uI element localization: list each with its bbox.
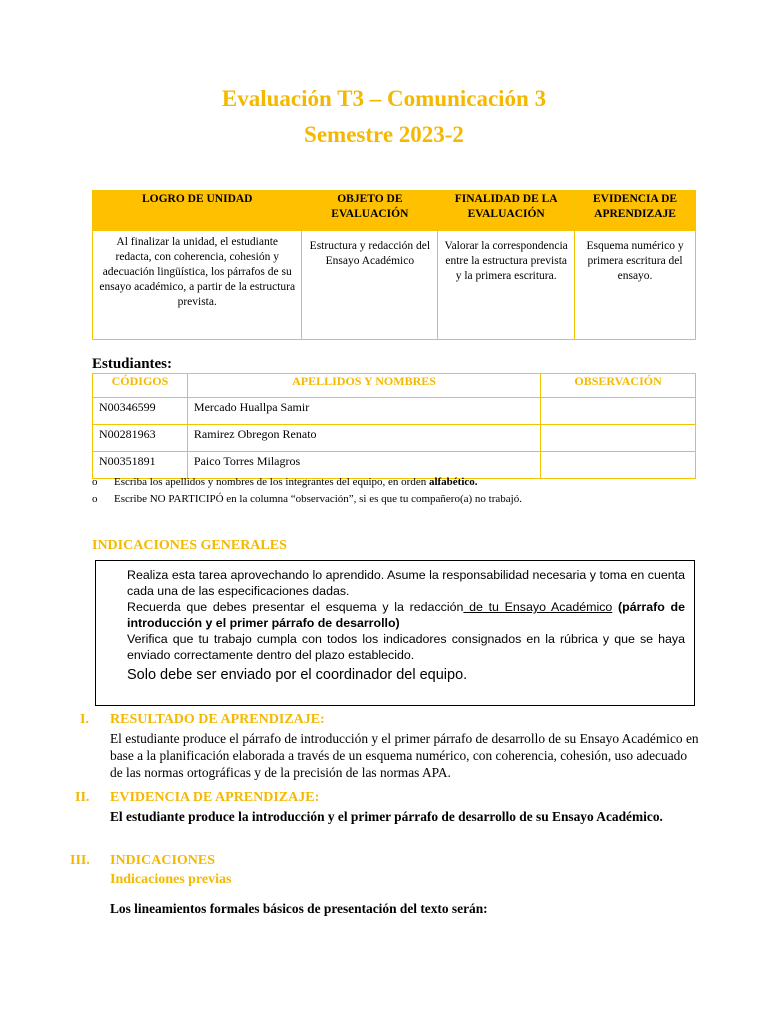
logro-header-cell: LOGRO DE UNIDAD bbox=[93, 191, 302, 231]
section-numeral: II. bbox=[75, 790, 90, 805]
section-title: EVIDENCIA DE APRENDIZAJE: bbox=[110, 790, 320, 805]
note-bold: alfabético. bbox=[428, 476, 478, 488]
logro-table bbox=[92, 190, 696, 340]
coordinator-note: Solo debe ser enviado por el coordinador del equipo. bbox=[127, 667, 468, 683]
general-instructions-heading: INDICACIONES GENERALES bbox=[92, 538, 287, 553]
logro-cell: Esquema numérico y primera escritura del ensayo. bbox=[575, 231, 696, 340]
students-header-cell: OBSERVACIÓN bbox=[541, 374, 696, 398]
instruction-text: Recuerda que debes presentar el esquema y la redacción bbox=[127, 600, 464, 614]
note-text: Escribe NO PARTICIPÓ en la columna “observación”, si es que tu compañero(a) no trabajó. bbox=[114, 493, 522, 505]
table-row bbox=[93, 452, 696, 479]
document-title: Evaluación T3 – Comunicación 3 bbox=[221, 86, 547, 111]
students-header-row bbox=[93, 374, 696, 398]
instruction-paragraph bbox=[127, 599, 685, 631]
students-header-cell: APELLIDOS Y NOMBRES bbox=[187, 374, 540, 398]
section-numeral: III. bbox=[70, 853, 90, 868]
logro-cell: Valorar la correspondencia entre la estructura prevista y la primera escritura. bbox=[438, 231, 575, 340]
table-row bbox=[93, 425, 696, 452]
section-body: El estudiante produce la introducción y el primer párrafo de desarrollo de su Ensayo Académico. bbox=[110, 809, 663, 824]
logro-cell: Estructura y redacción del Ensayo Académico bbox=[302, 231, 438, 340]
section-subtitle: Indicaciones previas bbox=[110, 872, 232, 887]
student-name: Paico Torres Milagros bbox=[187, 452, 540, 479]
logro-body-row bbox=[93, 231, 696, 340]
student-observation[interactable] bbox=[541, 425, 696, 452]
student-name: Ramirez Obregon Renato bbox=[187, 425, 540, 452]
section-body: El estudiante produce el párrafo de introducción y el primer párrafo de desarrollo de su Ensayo Académico en base a la planificación elaborada a través de un esquema numérico, con coherencia, cohesión, uso adecuado de las normas ortográficas y de la precisión de las normas APA. bbox=[110, 731, 699, 780]
instruction-bold: (párrafo de introducción y el primer párrafo de desarrollo) bbox=[127, 600, 685, 630]
logro-header-cell: FINALIDAD DE LA EVALUACIÓN bbox=[438, 191, 575, 231]
instruction-note bbox=[92, 493, 522, 505]
instruction-underlined: de tu Ensayo Académico bbox=[463, 600, 613, 614]
student-code: N00346599 bbox=[93, 398, 188, 425]
section-title: RESULTADO DE APRENDIZAJE: bbox=[110, 712, 325, 727]
general-instructions-box bbox=[95, 560, 695, 706]
instruction-paragraph: Realiza esta tarea aprovechando lo aprendido. Asume la responsabilidad necesaria y toma en cuenta cada una de las especificaciones dadas. bbox=[127, 568, 685, 598]
bullet-icon: o bbox=[92, 476, 98, 488]
student-observation[interactable] bbox=[541, 452, 696, 479]
logro-header-cell: EVIDENCIA DE APRENDIZAJE bbox=[575, 191, 696, 231]
student-observation[interactable] bbox=[541, 398, 696, 425]
instruction-paragraph: Verifica que tu trabajo cumpla con todos los indicadores consignados en la rúbrica y que se haya enviado correctamente dentro del plazo establecido. bbox=[127, 632, 685, 662]
section-title: INDICACIONES bbox=[110, 853, 216, 868]
students-table bbox=[92, 373, 696, 479]
student-name: Mercado Huallpa Samir bbox=[187, 398, 540, 425]
bullet-icon: o bbox=[92, 493, 98, 505]
logro-cell: Al finalizar la unidad, el estudiante redacta, con coherencia, cohesión y adecuación lingüística, los párrafos de su ensayo académico, a partir de la estructura prevista. bbox=[93, 231, 302, 340]
document-subtitle: Semestre 2023-2 bbox=[304, 122, 464, 147]
logro-header-cell: OBJETO DE EVALUACIÓN bbox=[302, 191, 438, 231]
section-numeral: I. bbox=[80, 712, 89, 727]
note-text: Escriba los apellidos y nombres de los integrantes del equipo, en orden bbox=[114, 476, 429, 488]
table-row bbox=[93, 398, 696, 425]
logro-header-row bbox=[93, 191, 696, 231]
student-code: N00351891 bbox=[93, 452, 188, 479]
section-body: Los lineamientos formales básicos de presentación del texto serán: bbox=[110, 901, 488, 916]
students-header-cell: CÓDIGOS bbox=[93, 374, 188, 398]
student-code: N00281963 bbox=[93, 425, 188, 452]
instruction-note bbox=[92, 476, 478, 488]
students-label: Estudiantes: bbox=[92, 356, 173, 372]
